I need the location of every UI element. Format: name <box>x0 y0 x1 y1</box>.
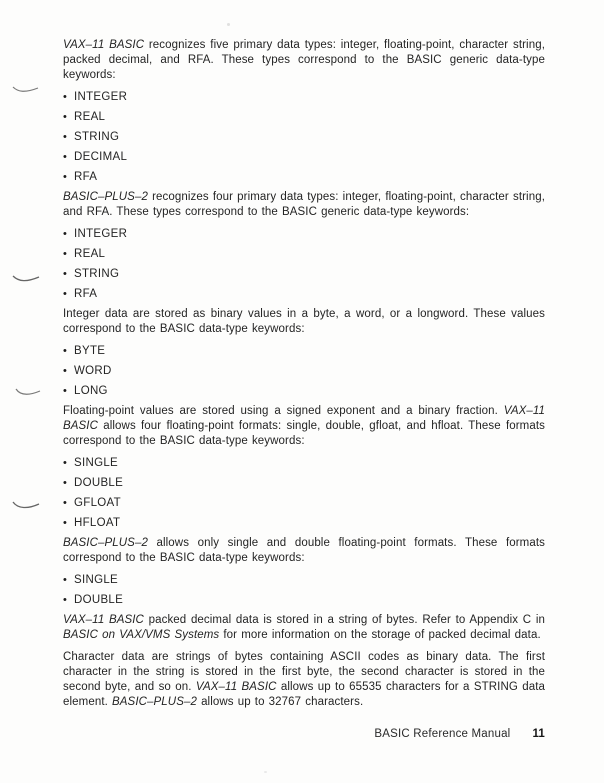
list-item <box>63 170 545 185</box>
pen-check-mark-icon <box>15 387 43 397</box>
keyword-label: DECIMAL <box>74 151 128 163</box>
bullet-icon: • <box>63 248 68 260</box>
text-run: recognizes four primary data types: integer, floating-point, character string, and RFA. These types correspond to the BASIC generic data-type keywords: <box>63 191 545 218</box>
list-item <box>63 227 545 242</box>
keyword-label: STRING <box>74 131 120 143</box>
text-run: for more information on the storage of packed decimal data. <box>219 629 541 641</box>
scan-speck-icon <box>227 23 230 26</box>
bullet-icon: • <box>63 288 68 300</box>
keyword-label: INTEGER <box>74 91 128 103</box>
list-item <box>63 364 545 379</box>
list-item <box>63 150 545 165</box>
text-run: packed decimal data is stored in a string of bytes. Refer to Appendix C in <box>143 614 545 626</box>
bullet-icon: • <box>63 268 68 280</box>
bullet-icon: • <box>63 91 68 103</box>
keyword-bullet-list <box>63 456 545 531</box>
pen-check-mark-icon <box>12 84 40 94</box>
keyword-bullet-list <box>63 227 545 302</box>
keyword-label: STRING <box>74 268 120 280</box>
list-item <box>63 516 545 531</box>
list-item <box>63 267 545 282</box>
paragraph <box>63 404 545 449</box>
bullet-icon: • <box>63 574 68 586</box>
list-item <box>63 456 545 471</box>
list-item <box>63 130 545 145</box>
text-run: Character data are strings of bytes containing ASCII codes as binary data. The first character in the string is stored in the first byte, the second character is stored in the second byte, and so on. <box>63 651 545 693</box>
bullet-icon: • <box>63 477 68 489</box>
pen-check-mark-icon <box>12 273 40 283</box>
bullet-icon: • <box>63 131 68 143</box>
keyword-label: RFA <box>74 171 98 183</box>
italic-text-run: VAX–11 BASIC <box>63 39 145 51</box>
bullet-icon: • <box>63 171 68 183</box>
list-item <box>63 247 545 262</box>
italic-text-run: VAX–11 BASIC <box>63 614 144 626</box>
keyword-label: LONG <box>74 385 108 397</box>
text-run: Floating-point values are stored using a signed exponent and a binary fraction. <box>63 405 504 417</box>
list-item <box>63 573 545 588</box>
bullet-icon: • <box>63 497 68 509</box>
italic-text-run: VAX–11 BASIC <box>195 681 277 693</box>
bullet-icon: • <box>63 228 68 240</box>
bullet-icon: • <box>63 151 68 163</box>
list-item <box>63 287 545 302</box>
bullet-icon: • <box>63 517 68 529</box>
italic-text-run: BASIC on VAX/VMS Systems <box>63 629 220 641</box>
bullet-icon: • <box>63 345 68 357</box>
text-run: recognizes five primary data types: integer, floating-point, character string, packed decimal, and RFA. These types correspond to the BASIC generic data-type keywords: <box>63 39 545 81</box>
paragraph <box>63 613 545 643</box>
keyword-label: DOUBLE <box>74 594 124 606</box>
paragraph <box>63 307 545 337</box>
keyword-bullet-list <box>63 90 545 185</box>
keyword-label: REAL <box>74 248 106 260</box>
list-item <box>63 344 545 359</box>
text-run: allows only single and double floating-point formats. These formats correspond to the BASIC data-type keywords: <box>63 537 545 564</box>
italic-text-run: BASIC–PLUS–2 <box>112 696 197 708</box>
keyword-label: REAL <box>74 111 106 123</box>
keyword-label: BYTE <box>74 345 106 357</box>
footer-manual-title: BASIC Reference Manual <box>374 728 511 740</box>
scan-speck-icon <box>264 771 267 773</box>
keyword-label: DOUBLE <box>74 477 124 489</box>
page-footer <box>63 727 545 742</box>
keyword-label: INTEGER <box>74 228 128 240</box>
keyword-label: GFLOAT <box>74 497 121 509</box>
keyword-label: RFA <box>74 288 98 300</box>
bullet-icon: • <box>63 457 68 469</box>
page-content <box>63 38 545 717</box>
list-item <box>63 593 545 608</box>
keyword-bullet-list <box>63 344 545 399</box>
keyword-label: WORD <box>74 365 112 377</box>
keyword-bullet-list <box>63 573 545 608</box>
text-run: allows up to 65535 characters for a STRING data element. <box>63 681 546 708</box>
bullet-icon: • <box>63 111 68 123</box>
page-number: 11 <box>532 728 545 740</box>
list-item <box>63 496 545 511</box>
list-item <box>63 110 545 125</box>
paragraph <box>63 190 545 220</box>
italic-text-run: BASIC–PLUS–2 <box>63 537 148 549</box>
paragraph <box>63 650 545 710</box>
pen-check-mark-icon <box>12 500 40 510</box>
bullet-icon: • <box>63 365 68 377</box>
list-item <box>63 384 545 399</box>
paragraph <box>63 536 545 566</box>
bullet-icon: • <box>63 385 68 397</box>
italic-text-run: BASIC–PLUS–2 <box>63 191 148 203</box>
keyword-label: SINGLE <box>74 457 118 469</box>
text-run: allows up to 32767 characters. <box>196 696 364 708</box>
paragraph <box>63 38 545 83</box>
list-item <box>63 476 545 491</box>
bullet-icon: • <box>63 594 68 606</box>
list-item <box>63 90 545 105</box>
text-run: allows four floating-point formats: single, double, gfloat, and hfloat. These formats correspond to the BASIC data-type keywords: <box>63 420 545 447</box>
keyword-label: SINGLE <box>74 574 118 586</box>
keyword-label: HFLOAT <box>74 517 121 529</box>
italic-text-run: VAX–11 BASIC <box>63 405 545 432</box>
text-run: Integer data are stored as binary values in a byte, a word, or a longword. These values correspond to the BASIC data-type keywords: <box>63 308 545 335</box>
